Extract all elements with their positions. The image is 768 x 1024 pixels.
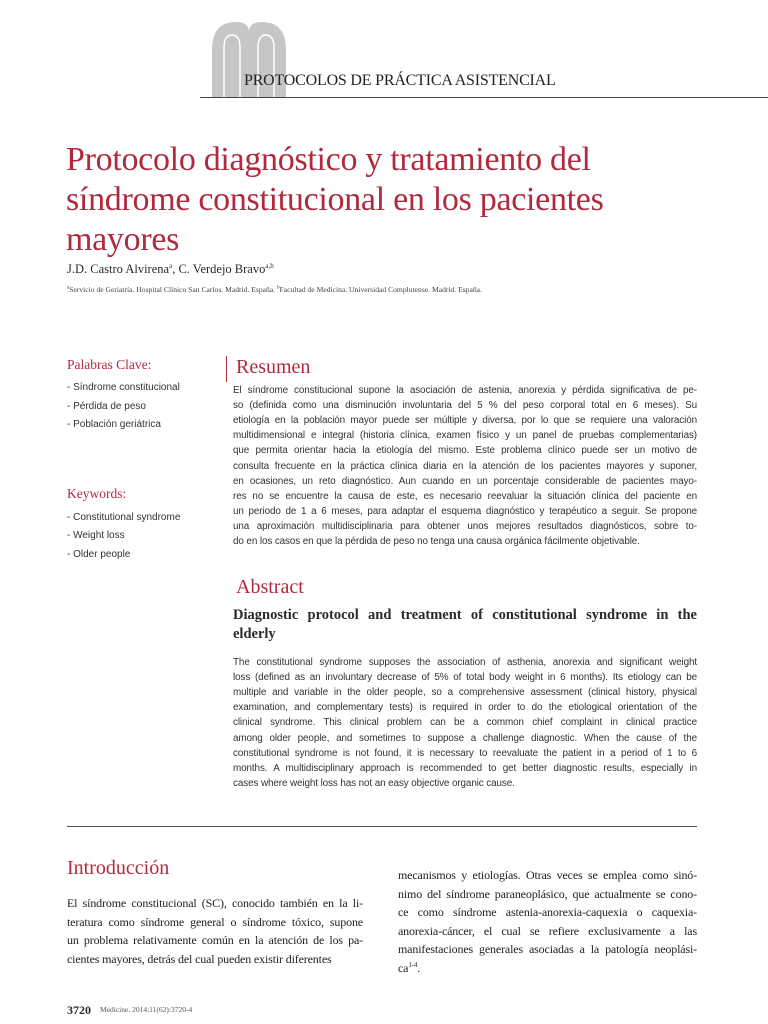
affil-mark: a	[67, 285, 70, 291]
affiliation-b: Facultad de Medicina. Universidad Complutense. Madrid. España.	[279, 285, 482, 294]
keyword-en: - Constitutional syndrome	[67, 512, 181, 523]
line-text: teratura como síndrome general o síndrome tóxico, supone	[67, 914, 363, 929]
title-line: Protocolo diagnóstico y tratamiento del	[66, 141, 591, 178]
text-line	[233, 400, 697, 411]
resumen-heading: Resumen	[236, 356, 311, 378]
reference-mark: 1-4	[408, 960, 418, 969]
text-line	[398, 924, 697, 939]
line-text: months. A multidisciplinary approach is recommended to get better diagnostic results, especially in	[233, 762, 697, 774]
section-marker	[226, 356, 227, 382]
text-line	[233, 778, 697, 789]
keyword-en: - Weight loss	[67, 530, 125, 541]
abstract-heading: Abstract	[236, 576, 304, 598]
text-line	[398, 942, 697, 957]
abstract-subtitle: Diagnostic protocol and treatment of constitutional syndrome in the elderly	[233, 607, 697, 642]
author-name: J.D. Castro Alvirena	[67, 262, 170, 277]
line-text: res no se encuentre la causa de este, es necesario reevaluar la situación clínica del paciente en	[233, 490, 697, 502]
text-line	[233, 763, 697, 774]
section-divider	[67, 826, 697, 827]
line-text: clinical syndrome. This clinical problem can be a common chief complaint in clinical practice	[233, 717, 697, 729]
line-text: .	[417, 960, 421, 975]
page-number: 3720	[67, 1003, 91, 1017]
header-divider	[200, 97, 768, 98]
author-affil-mark: a,b	[265, 262, 274, 270]
keyword-es: - Población geriátrica	[67, 419, 161, 430]
text-line	[233, 748, 697, 759]
authors	[67, 262, 274, 277]
keyword-es: - Pérdida de peso	[67, 401, 146, 412]
line-text: ca	[398, 960, 409, 975]
line-text: The constitutional syndrome supposes the association of asthenia, anorexia and significant weight	[233, 657, 697, 668]
text-line	[67, 952, 363, 967]
line-text: manifestaciones generales asociadas a la patología neoplási-	[398, 942, 697, 956]
line-text: etiología en la población mayor puede ser múltiple y diversa, por lo que se requiere una valoración	[233, 415, 697, 427]
text-line	[233, 702, 697, 713]
line-text: una aproximación multidisciplinaria para obtener unos mejores resultados diagnósticos, sobre to-	[233, 520, 697, 532]
line-text: loss (defined as an involuntary decrease of 5% of total body weight in 6 months). Its etiology can be	[233, 672, 697, 684]
text-line	[233, 476, 697, 487]
text-line	[233, 687, 697, 698]
affiliation-a: Servicio de Geriatría. Hospital Clínico San Carlos. Madrid. España.	[69, 285, 277, 294]
text-line	[233, 672, 697, 683]
keyword-es: - Síndrome constitucional	[67, 382, 180, 393]
text-line	[233, 430, 697, 441]
text-line	[67, 933, 363, 948]
line-text: consulta frecuente en la práctica clínica diaria en la atención de los pacientes mayores y suponer,	[233, 460, 697, 472]
line-text: among older people, and sometimes to suppose a challenge diagnostic. When the cause of the	[233, 732, 697, 744]
text-line	[398, 905, 697, 920]
title-line: síndrome constitucional en los pacientes	[66, 181, 604, 218]
text-line	[398, 887, 697, 902]
text-line	[67, 915, 363, 930]
line-text: examination, and complementary tests) is required in order to do the etiological orientation of the	[233, 702, 697, 714]
citation: Medicine. 2014;11(62):3720-4	[100, 1005, 193, 1014]
introduccion-heading: Introducción	[67, 857, 170, 879]
line-text: multidimensional e integral (historia clínica, examen físico y un panel de pruebas complementarias)	[233, 430, 697, 442]
line-text: El síndrome constitucional (SC), conocido también en la li-	[67, 896, 363, 910]
line-text: nimo del síndrome paraneoplásico, que actualmente se cono-	[398, 886, 697, 901]
line-text: que permita orientar hacia la etiología del mismo. Este problema clínico puede ser un motivo de	[233, 445, 697, 457]
text-line	[398, 868, 697, 883]
text-line	[233, 733, 697, 744]
text-line	[233, 461, 697, 472]
text-line	[233, 521, 697, 532]
line-text: mecanismos y etiologías. Otras veces se emplea como sinó-	[398, 868, 697, 882]
palabras-clave-heading: Palabras Clave:	[67, 357, 152, 372]
keyword-en: - Older people	[67, 549, 131, 560]
text-line	[233, 506, 697, 517]
text-line	[233, 536, 697, 547]
line-text: un problema relativamente común en la atención de los pa-	[67, 933, 363, 947]
line-text: El síndrome constitucional supone la asociación de astenia, anorexia y pérdida significativa de pe-	[233, 385, 697, 396]
line-text: ce como síndrome astenia-anorexia-caquexia o caquexia-	[398, 905, 697, 919]
text-line	[398, 961, 697, 976]
line-text: so (definida como una disminución involuntaria del 5 % del peso corporal total en 6 meses). Su	[233, 400, 697, 412]
line-text: anorexia-cáncer, el cual se refiere exclusivamente a las	[398, 923, 697, 938]
author-affil-mark: a	[169, 262, 173, 270]
text-line	[233, 415, 697, 426]
line-text: un periodo de 1 a 6 meses, para adaptar el esquema diagnóstico y terapéutico a seguir. Se propone	[233, 505, 697, 517]
text-line	[233, 385, 697, 396]
line-text: cientes mayores, detrás del cual pueden existir diferentes	[67, 951, 332, 966]
line-text: en ocasiones, un reto diagnóstico. Aun cuando en un porcentaje considerable de pacientes mayo-	[233, 475, 697, 487]
author-name: C. Verdejo Bravo	[178, 262, 266, 277]
section-label: PROTOCOLOS DE PRÁCTICA ASISTENCIAL	[244, 72, 556, 89]
author-separator: ,	[172, 262, 179, 277]
text-line	[233, 491, 697, 502]
line-text: do en los casos en que la pérdida de peso no tenga una causa orgánica fácilmente objetivable.	[233, 536, 640, 547]
title-line: mayores	[66, 221, 180, 258]
article-title	[66, 140, 604, 260]
text-line	[233, 717, 697, 728]
text-line	[233, 445, 697, 456]
line-text: multiple and variable in the older people, so a comprehensive assessment (clinical history, physical	[233, 687, 697, 699]
line-text: cases where weight loss has not an easy objective organic cause.	[233, 777, 515, 789]
text-line	[67, 896, 363, 911]
affil-mark: b	[276, 285, 280, 291]
keywords-heading: Keywords:	[67, 486, 127, 501]
affiliations	[67, 285, 482, 294]
text-line	[233, 657, 697, 668]
line-text: constitutional syndrome is not found, it is necessary to reevaluate the patient in a period of 1 to 6	[233, 747, 697, 759]
